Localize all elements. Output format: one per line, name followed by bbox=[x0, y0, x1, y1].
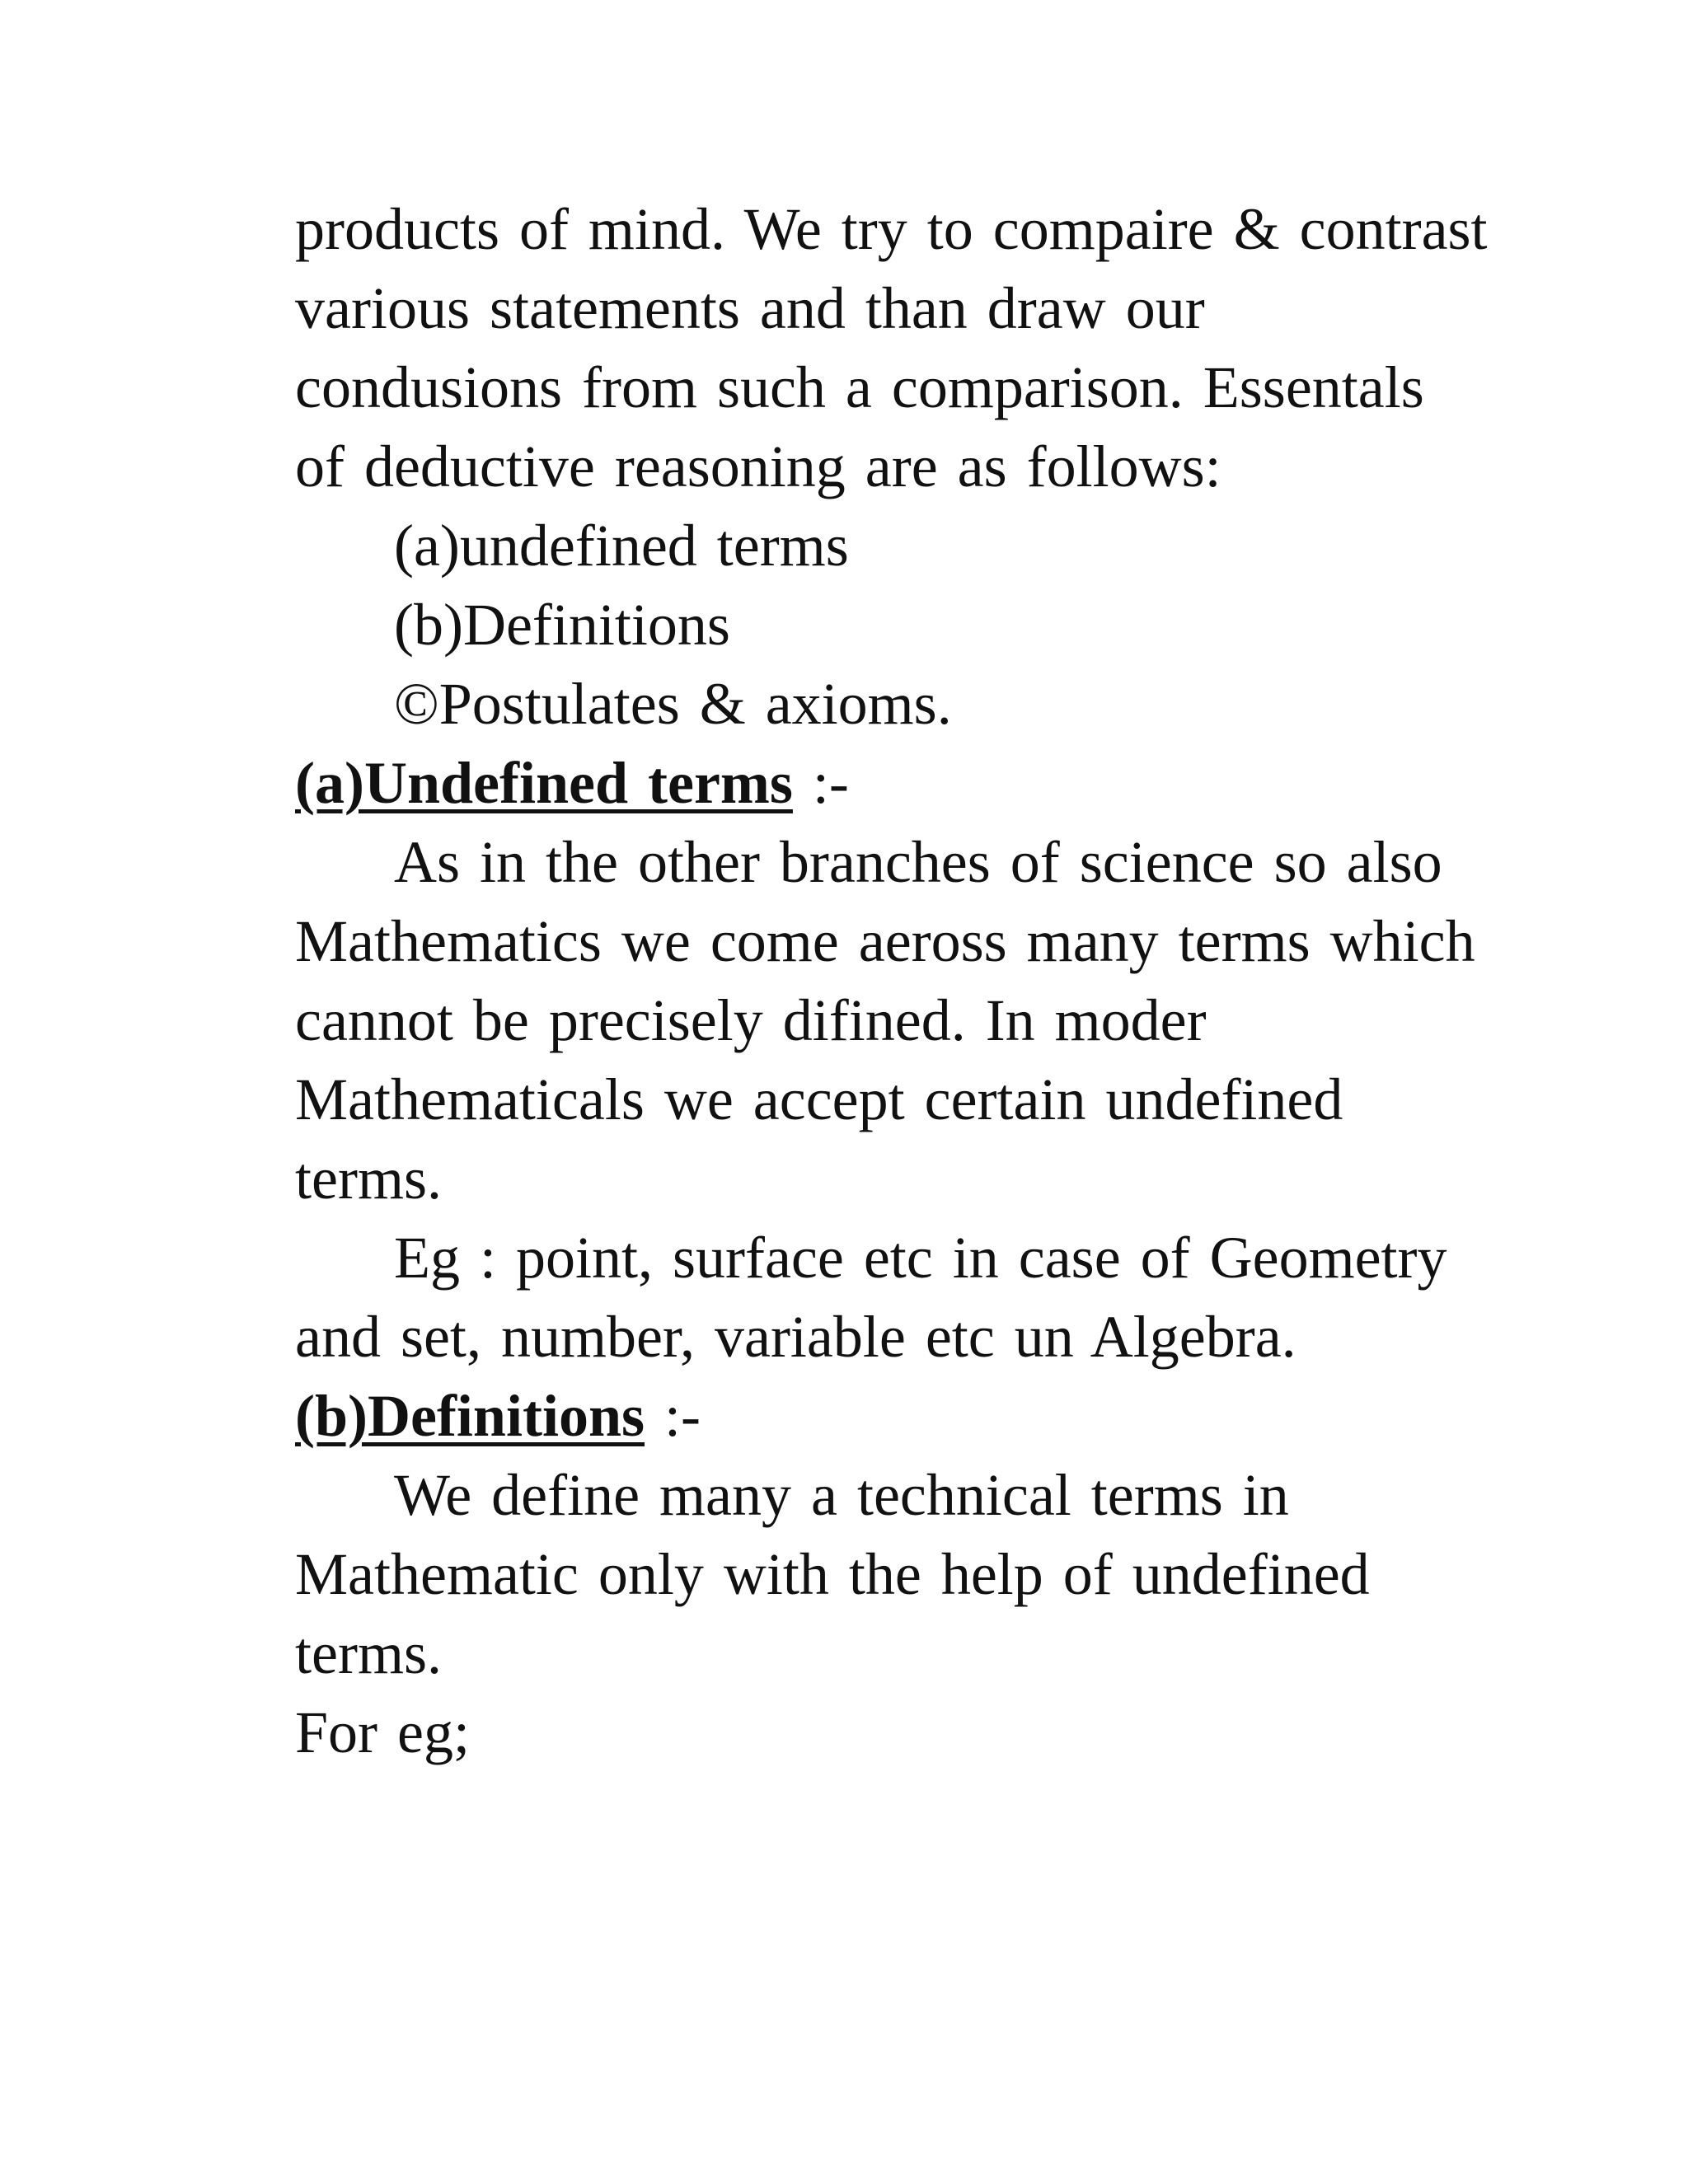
section-a-example-line-1: Eg : point, surface etc in case of Geometry bbox=[394, 1225, 1447, 1291]
list-item-postulates: ©Postulates & axioms. bbox=[394, 671, 952, 737]
section-a-line-4: Mathematicals we accept certain undefined bbox=[295, 1066, 1343, 1132]
intro-line-2: various statements and than draw our bbox=[295, 275, 1205, 341]
list-item-definitions: (b)Definitions bbox=[394, 592, 730, 658]
section-b-line-2: Mathematic only with the help of undefined bbox=[295, 1541, 1370, 1607]
section-a-line-2: Mathematics we come aeross many terms which bbox=[295, 908, 1475, 974]
section-b-example-lead: For eg; bbox=[295, 1699, 470, 1765]
section-a-line-3: cannot be precisely difined. In moder bbox=[295, 987, 1207, 1053]
section-a-heading-suffix: :- bbox=[792, 750, 849, 816]
section-b-heading-suffix: :- bbox=[645, 1383, 701, 1449]
section-b-heading: (b)Definitions bbox=[295, 1383, 645, 1449]
section-b-line-3: terms. bbox=[295, 1620, 442, 1686]
section-a-heading-line bbox=[295, 743, 849, 823]
intro-line-4: of deductive reasoning are as follows: bbox=[295, 434, 1221, 499]
section-b-heading-line bbox=[295, 1376, 701, 1455]
section-a-line-1: As in the other branches of science so also bbox=[394, 829, 1442, 895]
section-a-example-line-2: and set, number, variable etc un Algebra. bbox=[295, 1304, 1296, 1370]
intro-line-3: condusions from such a comparison. Essentals bbox=[295, 354, 1424, 420]
section-b-line-1: We define many a technical terms in bbox=[394, 1462, 1289, 1528]
list-item-undefined-terms: (a)undefined terms bbox=[394, 513, 849, 579]
intro-line-1: products of mind. We try to compaire & contrast bbox=[295, 196, 1488, 262]
section-a-heading: (a)Undefined terms bbox=[295, 750, 793, 816]
section-a-line-5: terms. bbox=[295, 1146, 442, 1212]
